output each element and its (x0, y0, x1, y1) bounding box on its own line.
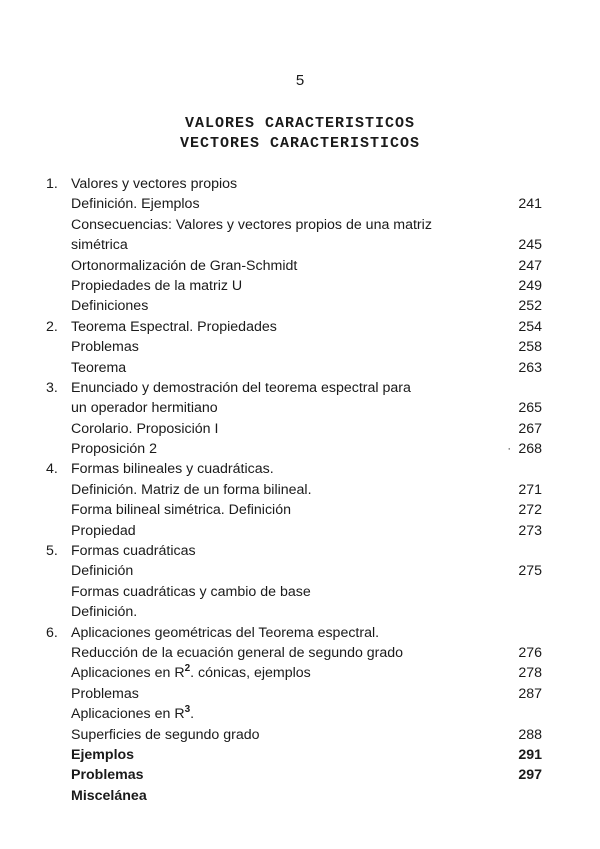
stray-mark: · (507, 443, 511, 456)
toc-entry (0, 459, 600, 479)
entry-title (71, 643, 403, 663)
page-reference: 276 (518, 644, 542, 661)
entry-title-text: Problemas (71, 685, 139, 702)
page-reference: 287 (518, 685, 542, 702)
entry-title (71, 296, 148, 316)
heading-line-1 (0, 114, 600, 134)
toc-entry (0, 541, 600, 561)
entry-title-text: Reducción de la ecuación general de segundo grado (71, 644, 404, 661)
section-number: 2. (46, 318, 58, 335)
heading-word: VECTORES (179, 135, 260, 152)
table-of-contents (0, 174, 600, 806)
entry-title (71, 745, 134, 765)
section-number: 6. (46, 624, 58, 641)
entry-title-text: simétrica (71, 237, 128, 254)
toc-entry (0, 215, 600, 235)
toc-entry (0, 378, 600, 398)
entry-title (71, 663, 311, 683)
entry-title (71, 337, 139, 357)
entry-title (71, 398, 218, 418)
entry-title-text: Aplicaciones en R (71, 665, 185, 682)
page-reference: 297 (518, 767, 542, 784)
page-reference: 273 (518, 522, 542, 539)
toc-entry (0, 235, 600, 255)
entry-title-text: Teorema Espectral. Propiedades (71, 318, 277, 335)
toc-entry (0, 480, 600, 500)
toc-entry (0, 500, 600, 520)
page-reference: 252 (518, 298, 542, 315)
toc-entry (0, 765, 600, 785)
toc-entry (0, 561, 600, 581)
toc-entry (0, 725, 600, 745)
section-number: 4. (46, 461, 58, 478)
entry-title-text: Problemas (71, 339, 139, 356)
entry-title (71, 215, 432, 235)
entry-title (71, 786, 147, 806)
entry-title (71, 235, 128, 255)
heading-line-2 (0, 134, 600, 154)
page-reference: 268 (518, 441, 542, 458)
entry-title (71, 561, 133, 581)
page-reference: 278 (518, 665, 542, 682)
toc-entry (0, 521, 600, 541)
entry-title-text: Proposición 2 (71, 441, 157, 458)
entry-title-text: Definición. Matriz de un forma bilineal. (71, 481, 312, 498)
page-reference: 291 (518, 746, 542, 763)
toc-entry (0, 276, 600, 296)
page-reference: 263 (518, 359, 542, 376)
page-reference: 288 (518, 726, 542, 743)
entry-title (71, 521, 136, 541)
toc-entry (0, 256, 600, 276)
chapter-heading (0, 114, 600, 154)
toc-entry (0, 174, 600, 194)
toc-entry (0, 398, 600, 418)
entry-title-text: Formas cuadráticas (71, 543, 196, 560)
page-reference: 267 (518, 420, 542, 437)
page-reference: 241 (518, 196, 542, 213)
page-reference: 271 (518, 481, 542, 498)
toc-entry (0, 623, 600, 643)
entry-title (71, 623, 379, 643)
toc-entry (0, 745, 600, 765)
entry-title (71, 480, 312, 500)
entry-title-text: Definiciones (71, 298, 149, 315)
entry-title-text: Propiedades de la matriz U (71, 277, 243, 294)
toc-entry (0, 317, 600, 337)
entry-title (71, 541, 196, 561)
entry-title-text: Aplicaciones en R (71, 706, 185, 723)
entry-title (71, 439, 157, 459)
toc-entry (0, 337, 600, 357)
page-reference: 247 (518, 257, 542, 274)
toc-entry (0, 643, 600, 663)
entry-title-text: Definición. Ejemplos (71, 196, 200, 213)
entry-title-text: un operador hermitiano (71, 400, 218, 417)
entry-title-text: Ejemplos (71, 746, 135, 763)
page-reference: 265 (518, 400, 542, 417)
entry-title (71, 500, 291, 520)
toc-entry (0, 663, 600, 683)
entry-title-text: Miscelánea (71, 787, 147, 804)
entry-title (71, 725, 260, 745)
toc-entry (0, 358, 600, 378)
entry-title-text: . cónicas, ejemplos (190, 665, 311, 682)
entry-title-text: Definición. (71, 604, 138, 621)
entry-title-text: Problemas (71, 767, 144, 784)
entry-title-text: Enunciado y demostración del teorema espectral para (71, 379, 411, 396)
heading-word: CARACTERISTICOS (269, 135, 421, 152)
entry-title (71, 378, 411, 398)
page-reference: 258 (518, 339, 542, 356)
page-reference: 272 (518, 502, 542, 519)
entry-title (71, 317, 277, 337)
entry-title-text: Ortonormalización de Gran-Schmidt (71, 257, 298, 274)
entry-title-text: Formas bilineales y cuadráticas. (71, 461, 274, 478)
entry-title (71, 602, 137, 622)
toc-entry (0, 582, 600, 602)
entry-title-text: Formas cuadráticas y cambio de base (71, 583, 311, 600)
toc-entry (0, 684, 600, 704)
entry-title (71, 704, 194, 724)
toc-entry (0, 786, 600, 806)
entry-title (71, 765, 144, 785)
page-reference: 254 (518, 318, 542, 335)
toc-entry (0, 704, 600, 724)
entry-title (71, 276, 242, 296)
section-number: 3. (46, 379, 58, 396)
entry-title (71, 194, 200, 214)
toc-entry (0, 194, 600, 214)
entry-title-text: . (190, 706, 195, 723)
toc-entry (0, 296, 600, 316)
heading-word: CARACTERISTICOS (264, 115, 416, 132)
superscript: 2 (184, 663, 191, 675)
page-reference: 275 (518, 563, 542, 580)
toc-entry (0, 439, 600, 459)
entry-title (71, 684, 139, 704)
entry-title-text: Consecuencias: Valores y vectores propios de una matriz (71, 216, 432, 233)
heading-word: VALORES (184, 115, 255, 132)
page-reference: 249 (518, 277, 542, 294)
entry-title (71, 419, 218, 439)
entry-title-text: Corolario. Proposición I (71, 420, 219, 437)
entry-title-text: Definición (71, 563, 134, 580)
entry-title-text: Propiedad (71, 522, 136, 539)
entry-title-text: Teorema (71, 359, 127, 376)
entry-title-text: Superficies de segundo grado (71, 726, 260, 743)
toc-entry (0, 419, 600, 439)
entry-title (71, 459, 274, 479)
superscript: 3 (184, 704, 191, 716)
toc-entry (0, 602, 600, 622)
entry-title (71, 174, 237, 194)
entry-title (71, 256, 297, 276)
entry-title-text: Aplicaciones geométricas del Teorema espectral. (71, 624, 380, 641)
section-number: 1. (46, 176, 58, 192)
section-number: 5. (46, 543, 58, 560)
entry-title (71, 358, 126, 378)
entry-title-text: Valores y vectores propios (71, 176, 238, 192)
entry-title (71, 582, 311, 602)
page-reference: 245 (518, 237, 542, 254)
entry-title-text: Forma bilineal simétrica. Definición (71, 502, 291, 519)
page-number: 5 (295, 72, 305, 89)
